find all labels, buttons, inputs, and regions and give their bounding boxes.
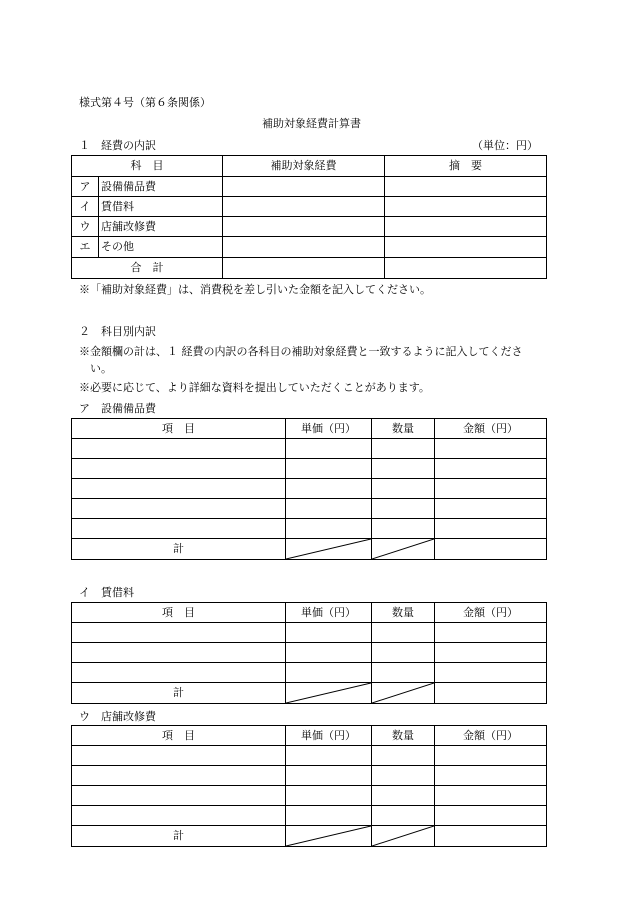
amount-cell[interactable] xyxy=(435,786,547,806)
unit-price-cell[interactable] xyxy=(286,623,372,643)
item-cell[interactable] xyxy=(72,459,286,479)
unit-price-cell[interactable] xyxy=(286,746,372,766)
item-cell[interactable] xyxy=(72,499,286,519)
item-cell[interactable] xyxy=(72,519,286,539)
amount-cell[interactable] xyxy=(435,439,547,459)
expense-breakdown-table xyxy=(71,155,547,279)
table-header-row xyxy=(72,419,547,439)
equipment-detail-table xyxy=(71,418,547,560)
item-cell[interactable] xyxy=(72,663,286,683)
item-cell[interactable] xyxy=(72,479,286,499)
header-quantity: 数量 xyxy=(372,419,435,439)
unit-price-cell[interactable] xyxy=(286,766,372,786)
unit-price-cell[interactable] xyxy=(286,459,372,479)
rent-table-title: イ 賃借料 xyxy=(79,586,134,599)
unit-price-cell[interactable] xyxy=(286,663,372,683)
table-header-row xyxy=(72,156,547,177)
quantity-cell[interactable] xyxy=(372,806,435,826)
remarks-cell[interactable] xyxy=(385,177,547,197)
unit-price-cell[interactable] xyxy=(286,643,372,663)
header-quantity: 数量 xyxy=(372,726,435,746)
quantity-cell[interactable] xyxy=(372,786,435,806)
unit-price-cell[interactable] xyxy=(286,439,372,459)
renovation-detail-table xyxy=(71,725,547,847)
table-row xyxy=(72,459,547,479)
header-quantity: 数量 xyxy=(372,603,435,623)
rent-detail-table xyxy=(71,602,547,704)
item-cell[interactable] xyxy=(72,746,286,766)
form-number: 様式第４号（第６条関係） xyxy=(79,96,211,109)
quantity-cell[interactable] xyxy=(372,766,435,786)
header-category: 科 目 xyxy=(72,156,223,177)
total-row xyxy=(72,539,547,560)
total-label: 計 xyxy=(72,826,286,847)
item-cell[interactable] xyxy=(72,766,286,786)
amount-cell[interactable] xyxy=(435,623,547,643)
equipment-table-title: ア 設備備品費 xyxy=(79,402,156,415)
header-amount: 金額（円） xyxy=(435,603,547,623)
header-remarks: 摘 要 xyxy=(385,156,547,177)
unit-price-diagonal-cell xyxy=(286,683,372,704)
unit-price-cell[interactable] xyxy=(286,806,372,826)
table-row xyxy=(72,519,547,539)
remarks-cell[interactable] xyxy=(385,217,547,237)
total-row xyxy=(72,683,547,704)
unit-price-diagonal-cell xyxy=(286,826,372,847)
row-label: 賃借料 xyxy=(99,197,223,217)
amount-cell[interactable] xyxy=(435,746,547,766)
remarks-cell[interactable] xyxy=(385,197,547,217)
table-row xyxy=(72,786,547,806)
header-item: 項 目 xyxy=(72,726,286,746)
item-cell[interactable] xyxy=(72,439,286,459)
item-cell[interactable] xyxy=(72,643,286,663)
total-label: 合 計 xyxy=(72,258,223,279)
amount-cell[interactable] xyxy=(435,663,547,683)
quantity-cell[interactable] xyxy=(372,746,435,766)
table-row xyxy=(72,439,547,459)
eligible-cell[interactable] xyxy=(223,197,385,217)
row-mark: エ xyxy=(72,237,99,258)
table-row xyxy=(72,746,547,766)
quantity-diagonal-cell xyxy=(372,683,435,704)
eligible-cell[interactable] xyxy=(223,237,385,258)
table-row xyxy=(72,663,547,683)
header-eligible-expense: 補助対象経費 xyxy=(223,156,385,177)
document-title: 補助対象経費計算書 xyxy=(262,117,361,130)
table-row xyxy=(72,623,547,643)
quantity-diagonal-cell xyxy=(372,539,435,560)
amount-cell[interactable] xyxy=(435,766,547,786)
quantity-cell[interactable] xyxy=(372,643,435,663)
unit-price-cell[interactable] xyxy=(286,499,372,519)
total-label: 計 xyxy=(72,683,286,704)
unit-price-cell[interactable] xyxy=(286,786,372,806)
unit-price-cell[interactable] xyxy=(286,519,372,539)
table-row xyxy=(72,479,547,499)
amount-cell[interactable] xyxy=(435,499,547,519)
quantity-diagonal-cell xyxy=(372,826,435,847)
remarks-cell[interactable] xyxy=(385,237,547,258)
row-mark: イ xyxy=(72,197,99,217)
table-header-row xyxy=(72,603,547,623)
row-mark: ウ xyxy=(72,217,99,237)
amount-cell[interactable] xyxy=(435,806,547,826)
header-item: 項 目 xyxy=(72,419,286,439)
table-row xyxy=(72,217,547,237)
row-label: 設備備品費 xyxy=(99,177,223,197)
row-label: 店舗改修費 xyxy=(99,217,223,237)
table-row xyxy=(72,237,547,258)
unit-price-cell[interactable] xyxy=(286,479,372,499)
header-item: 項 目 xyxy=(72,603,286,623)
total-amount-cell[interactable] xyxy=(435,539,547,560)
amount-note-line2: い。 xyxy=(90,362,112,375)
table-row xyxy=(72,499,547,519)
header-amount: 金額（円） xyxy=(435,419,547,439)
table-row xyxy=(72,177,547,197)
quantity-cell[interactable] xyxy=(372,439,435,459)
quantity-cell[interactable] xyxy=(372,623,435,643)
total-amount-cell[interactable] xyxy=(435,683,547,704)
table-row xyxy=(72,766,547,786)
table-row xyxy=(72,197,547,217)
unit-label: （単位：円） xyxy=(472,139,538,152)
unit-price-diagonal-cell xyxy=(286,539,372,560)
tax-note: ※「補助対象経費」は、消費税を差し引いた金額を記入してください。 xyxy=(79,283,431,296)
header-unit-price: 単価（円） xyxy=(286,419,372,439)
row-label: その他 xyxy=(99,237,223,258)
item-cell[interactable] xyxy=(72,806,286,826)
amount-cell[interactable] xyxy=(435,479,547,499)
total-remarks-cell[interactable] xyxy=(385,258,547,279)
table-row xyxy=(72,806,547,826)
section2-heading: ２ 科目別内訳 xyxy=(79,325,156,338)
amount-cell[interactable] xyxy=(435,643,547,663)
quantity-cell[interactable] xyxy=(372,519,435,539)
total-eligible-cell[interactable] xyxy=(223,258,385,279)
quantity-cell[interactable] xyxy=(372,663,435,683)
section1-heading: １ 経費の内訳 xyxy=(79,139,156,152)
table-row xyxy=(72,643,547,663)
quantity-cell[interactable] xyxy=(372,479,435,499)
header-amount: 金額（円） xyxy=(435,726,547,746)
eligible-cell[interactable] xyxy=(223,217,385,237)
item-cell[interactable] xyxy=(72,786,286,806)
total-label: 計 xyxy=(72,539,286,560)
total-amount-cell[interactable] xyxy=(435,826,547,847)
total-row xyxy=(72,826,547,847)
amount-cell[interactable] xyxy=(435,459,547,479)
amount-cell[interactable] xyxy=(435,519,547,539)
header-unit-price: 単価（円） xyxy=(286,726,372,746)
quantity-cell[interactable] xyxy=(372,499,435,519)
header-unit-price: 単価（円） xyxy=(286,603,372,623)
materials-note: ※必要に応じて、より詳細な資料を提出していただくことがあります。 xyxy=(79,381,430,394)
eligible-cell[interactable] xyxy=(223,177,385,197)
table-header-row xyxy=(72,726,547,746)
total-row xyxy=(72,258,547,279)
renovation-table-title: ウ 店舗改修費 xyxy=(79,710,156,723)
item-cell[interactable] xyxy=(72,623,286,643)
row-mark: ア xyxy=(72,177,99,197)
quantity-cell[interactable] xyxy=(372,459,435,479)
amount-note-line1: ※金額欄の計は、１ 経費の内訳の各科目の補助対象経費と一致するように記入してくださ xyxy=(79,345,523,358)
